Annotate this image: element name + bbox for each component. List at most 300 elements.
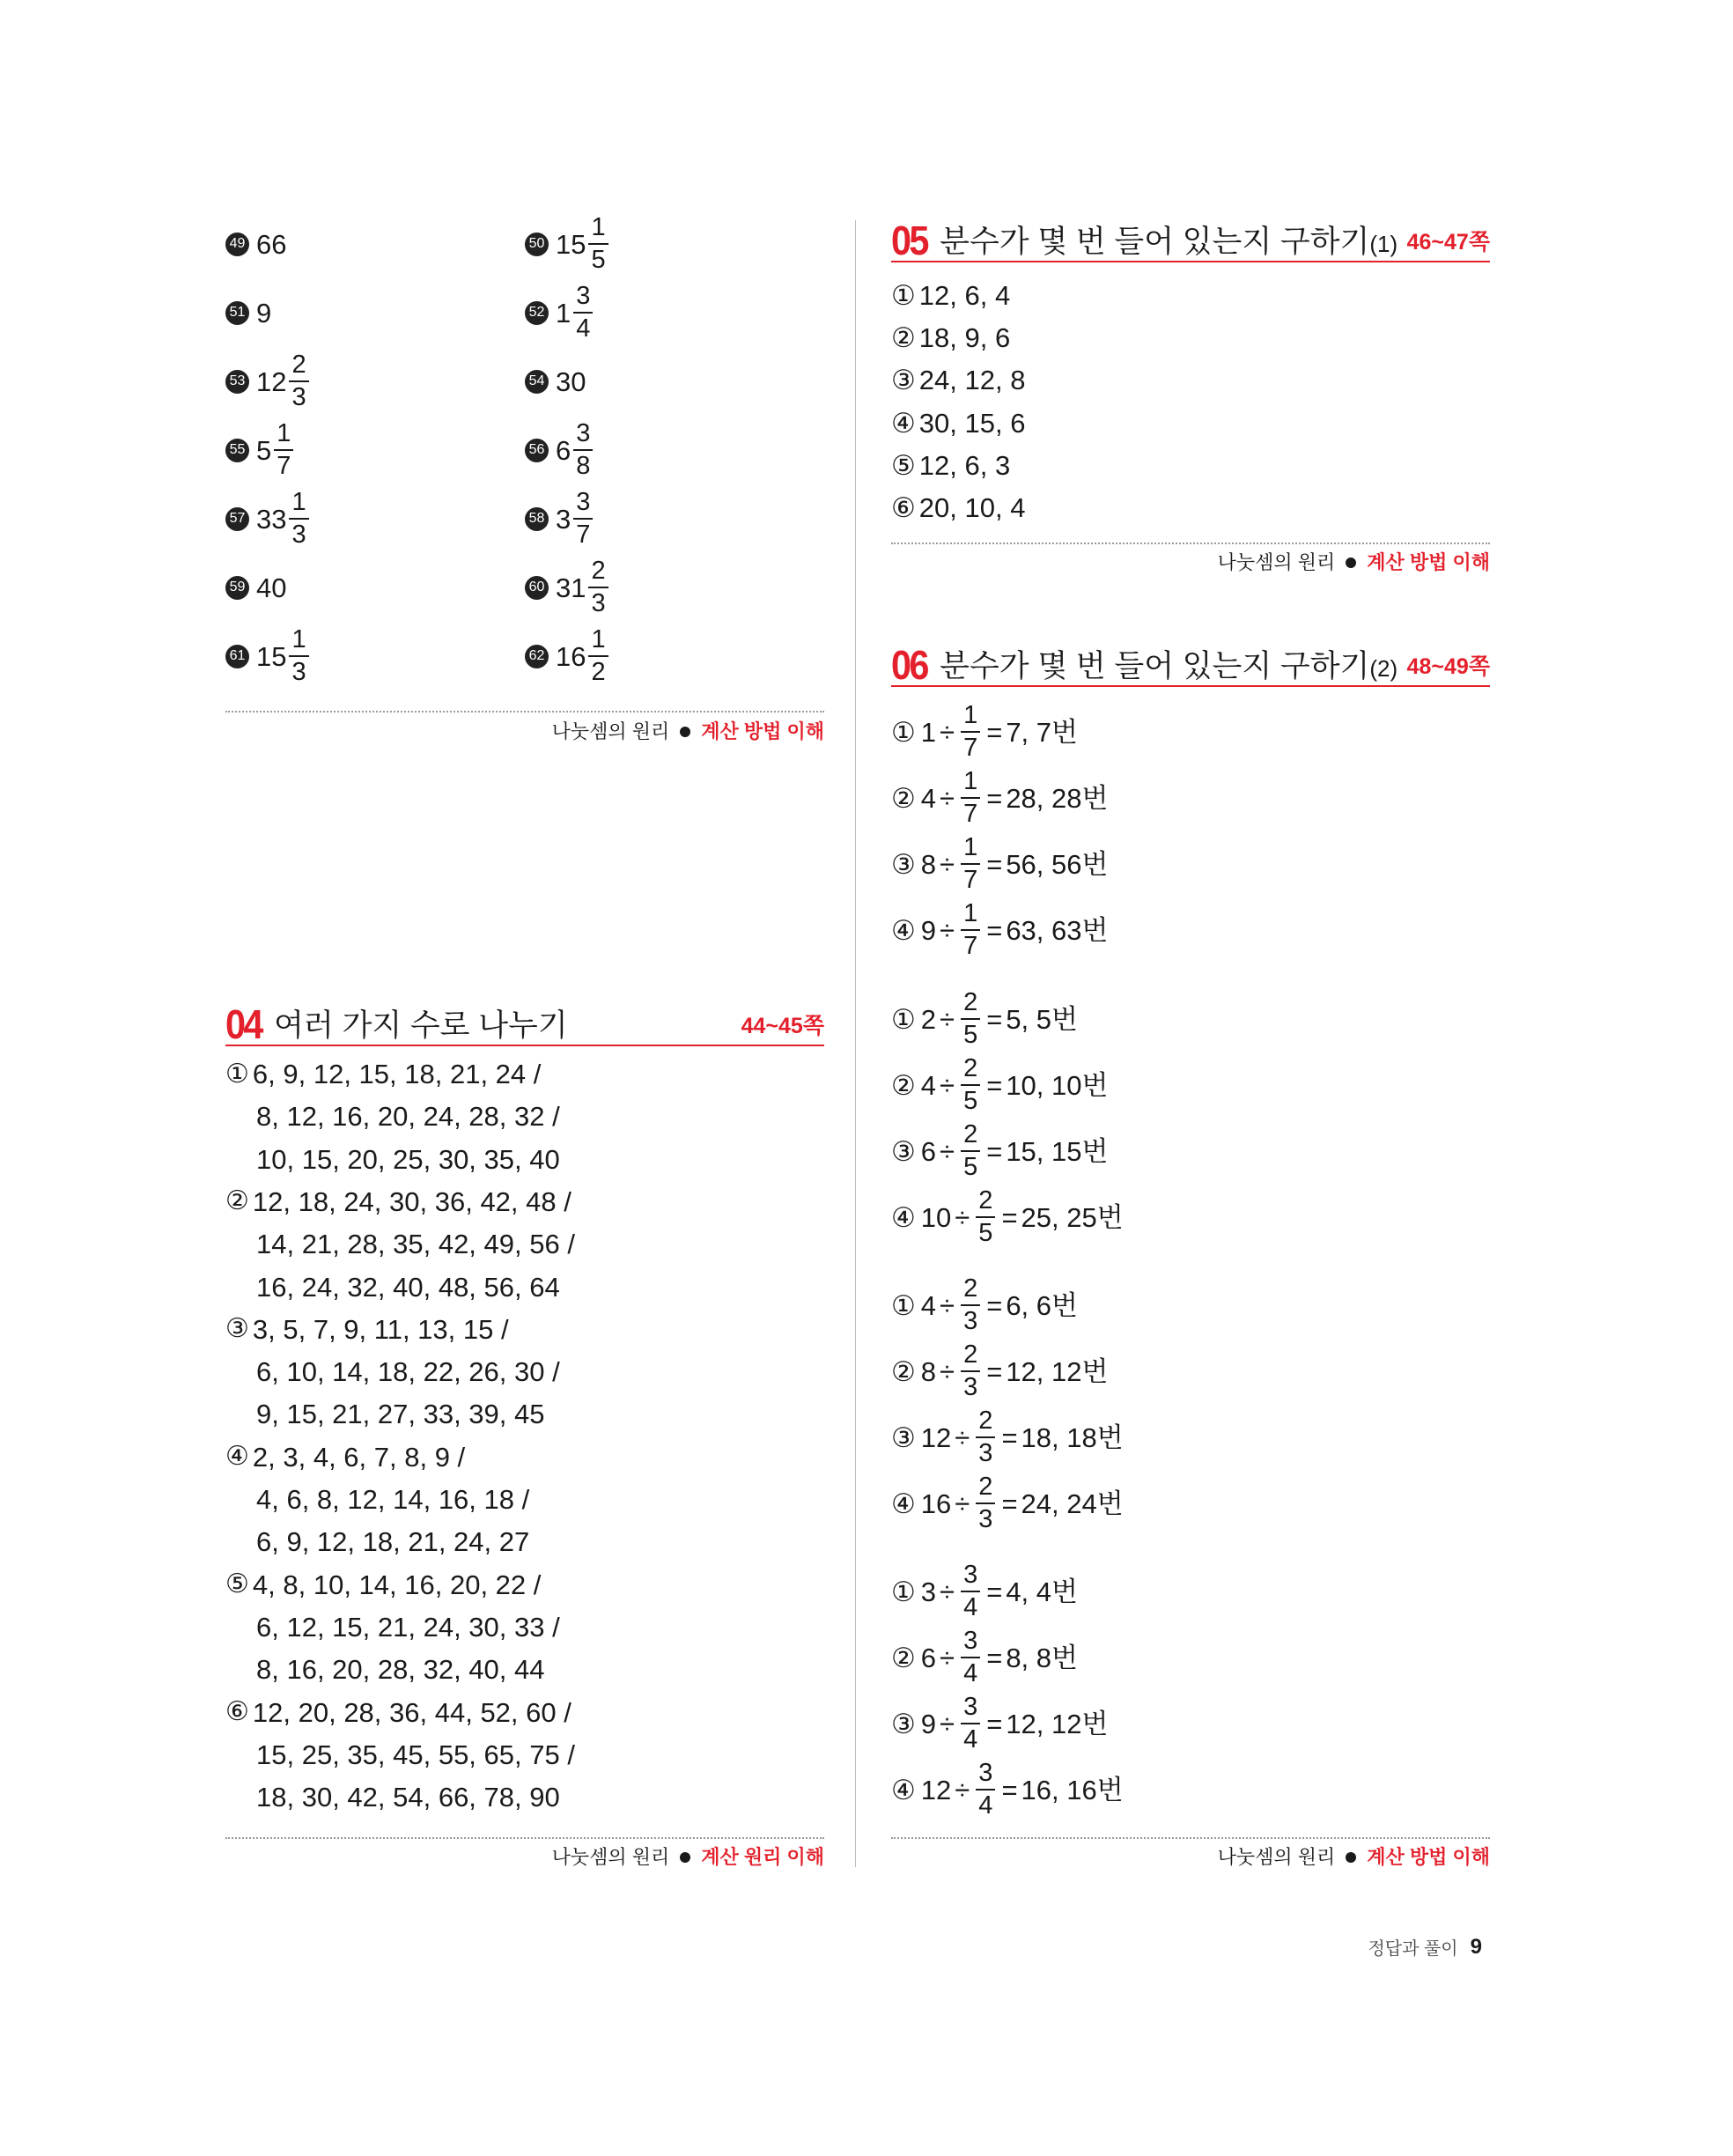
equals-sign: = bbox=[1001, 1201, 1018, 1233]
fraction bbox=[961, 1342, 980, 1400]
numerator: 3 bbox=[978, 1759, 993, 1787]
answer-item bbox=[525, 365, 586, 397]
division-answer bbox=[891, 1561, 1078, 1621]
answer-continuation bbox=[256, 1486, 529, 1513]
answer-text: 14, 21, 28, 35, 42, 49, 56 / bbox=[256, 1229, 575, 1260]
item-number-badge: ① bbox=[891, 1289, 916, 1321]
division-sign: ÷ bbox=[955, 1421, 970, 1453]
answer-whole: 12 bbox=[256, 365, 287, 397]
answer-item bbox=[225, 228, 287, 260]
dividend: 10 bbox=[920, 1201, 952, 1233]
item-number-badge: ③ bbox=[891, 365, 916, 396]
equals-sign: = bbox=[986, 848, 1003, 880]
answer-item bbox=[525, 213, 611, 274]
division-sign: ÷ bbox=[940, 1642, 955, 1673]
answer-item bbox=[525, 282, 595, 343]
answer-continuation bbox=[256, 1783, 560, 1811]
fraction bbox=[289, 490, 308, 548]
item-number-badge: ⑤ bbox=[225, 1569, 249, 1599]
answer-text: 12, 6, 3 bbox=[918, 449, 1011, 481]
result-text: 25, 25번 bbox=[1021, 1201, 1124, 1233]
numerator: 3 bbox=[963, 1627, 978, 1655]
division-answer bbox=[891, 1759, 1124, 1820]
numerator: 3 bbox=[963, 1561, 978, 1589]
answer-text: 6, 12, 15, 21, 24, 30, 33 / bbox=[256, 1611, 560, 1643]
item-number-badge: 55 bbox=[225, 439, 249, 462]
numerator: 1 bbox=[963, 833, 978, 861]
fraction bbox=[961, 835, 980, 893]
answer-text: 6, 10, 14, 18, 22, 26, 30 / bbox=[256, 1356, 560, 1388]
dividend: 2 bbox=[920, 1003, 937, 1035]
denominator: 7 bbox=[961, 863, 980, 893]
division-answer bbox=[891, 1627, 1078, 1687]
page-number: 9 bbox=[1470, 1934, 1482, 1959]
denominator: 5 bbox=[588, 243, 608, 273]
fraction bbox=[961, 1122, 980, 1180]
division-answer bbox=[891, 701, 1078, 762]
dividend: 1 bbox=[920, 716, 937, 748]
fraction bbox=[573, 421, 593, 479]
division-answer bbox=[891, 1473, 1124, 1533]
division-answer bbox=[891, 1054, 1109, 1115]
answer-continuation bbox=[256, 1143, 560, 1175]
fraction bbox=[961, 1562, 980, 1621]
equals-sign: = bbox=[986, 1708, 1003, 1739]
answer-item bbox=[891, 282, 1010, 309]
section-number: 05 bbox=[891, 218, 927, 263]
fraction bbox=[289, 352, 308, 410]
numerator: 1 bbox=[963, 899, 978, 927]
fraction bbox=[588, 215, 608, 273]
answer-whole: 15 bbox=[256, 640, 287, 672]
division-answer bbox=[891, 1407, 1124, 1467]
numerator: 1 bbox=[963, 767, 978, 795]
fraction bbox=[588, 627, 608, 685]
answer-continuation bbox=[256, 1101, 560, 1133]
answer-text: 10, 15, 20, 25, 30, 35, 40 bbox=[256, 1143, 560, 1175]
item-number-badge: 56 bbox=[525, 439, 549, 462]
answer-text: 12, 20, 28, 36, 44, 52, 60 / bbox=[252, 1696, 572, 1728]
bullet-icon bbox=[1346, 557, 1356, 568]
answer-whole: 16 bbox=[556, 640, 586, 672]
division-answer bbox=[891, 1340, 1109, 1401]
answer-item bbox=[891, 322, 1011, 354]
result-text: 28, 28번 bbox=[1006, 782, 1109, 814]
fraction bbox=[961, 1276, 980, 1334]
equals-sign: = bbox=[986, 782, 1003, 814]
numerator: 1 bbox=[591, 213, 606, 241]
item-number-badge: ③ bbox=[891, 848, 916, 880]
numerator: 3 bbox=[576, 282, 591, 310]
division-answer bbox=[891, 1120, 1109, 1181]
answer-item bbox=[891, 407, 1026, 439]
answer-whole: 6 bbox=[556, 434, 572, 466]
answer-continuation bbox=[256, 1271, 560, 1303]
answer-whole: 9 bbox=[256, 297, 272, 329]
denominator: 5 bbox=[976, 1216, 995, 1246]
tag-skill: 계산 방법 이해 bbox=[701, 720, 824, 742]
divider-top-left bbox=[225, 711, 824, 713]
denominator: 2 bbox=[588, 655, 608, 685]
division-sign: ÷ bbox=[940, 1708, 955, 1739]
numerator: 3 bbox=[576, 488, 591, 516]
equals-sign: = bbox=[1001, 1774, 1018, 1805]
answer-text: 18, 30, 42, 54, 66, 78, 90 bbox=[256, 1782, 560, 1813]
division-sign: ÷ bbox=[940, 1289, 955, 1321]
item-number-badge: 58 bbox=[525, 507, 549, 531]
division-sign: ÷ bbox=[940, 914, 955, 946]
section-title-text: 분수가 몇 번 들어 있는지 구하기 bbox=[940, 649, 1370, 683]
dividend: 8 bbox=[920, 848, 937, 880]
equals-sign: = bbox=[1001, 1421, 1018, 1453]
answer-whole: 3 bbox=[556, 503, 572, 535]
fraction bbox=[961, 990, 980, 1048]
fraction bbox=[961, 1695, 980, 1753]
answer-continuation bbox=[256, 1230, 575, 1258]
dividend: 4 bbox=[920, 1289, 937, 1321]
division-answer bbox=[891, 1186, 1124, 1247]
answer-text: 12, 18, 24, 30, 36, 42, 48 / bbox=[252, 1185, 572, 1217]
answer-whole: 66 bbox=[256, 228, 287, 260]
item-number-badge: ③ bbox=[891, 1708, 916, 1739]
answer-item bbox=[225, 1696, 572, 1728]
result-text: 24, 24번 bbox=[1021, 1488, 1124, 1519]
section-pages: 48~49쪽 bbox=[1406, 654, 1490, 679]
tag-section-05 bbox=[1218, 553, 1490, 572]
item-number-badge: ③ bbox=[891, 1421, 916, 1453]
item-number-badge: 50 bbox=[525, 233, 549, 256]
fraction bbox=[961, 1056, 980, 1114]
section-title-suffix: (1) bbox=[1369, 231, 1398, 257]
division-answer bbox=[891, 988, 1078, 1049]
answer-item bbox=[225, 625, 312, 686]
division-answer bbox=[891, 899, 1109, 960]
dividend: 9 bbox=[920, 1708, 937, 1739]
equals-sign: = bbox=[986, 914, 1003, 946]
result-text: 4, 4번 bbox=[1006, 1576, 1078, 1607]
tag-category: 나눗셈의 원리 bbox=[551, 1846, 670, 1868]
answer-text: 6, 9, 12, 18, 21, 24, 27 bbox=[256, 1526, 530, 1558]
fraction bbox=[573, 284, 593, 342]
answer-item bbox=[891, 449, 1011, 481]
item-number-badge: 54 bbox=[525, 370, 549, 394]
answer-continuation bbox=[256, 1526, 530, 1558]
answer-whole: 30 bbox=[556, 365, 586, 397]
division-sign: ÷ bbox=[940, 1135, 955, 1167]
denominator: 3 bbox=[961, 1304, 980, 1334]
item-number-badge: 59 bbox=[225, 576, 249, 600]
result-text: 56, 56번 bbox=[1006, 848, 1109, 880]
item-number-badge: ① bbox=[891, 716, 916, 748]
answer-item bbox=[225, 351, 312, 411]
equals-sign: = bbox=[986, 1003, 1003, 1035]
answer-item bbox=[891, 366, 1025, 394]
numerator: 2 bbox=[963, 1120, 978, 1148]
result-text: 12, 12번 bbox=[1006, 1355, 1109, 1387]
dividend: 3 bbox=[920, 1576, 937, 1607]
fraction bbox=[976, 1474, 995, 1532]
item-number-badge: ① bbox=[225, 1059, 249, 1089]
denominator: 4 bbox=[976, 1789, 995, 1819]
division-sign: ÷ bbox=[940, 782, 955, 814]
numerator: 1 bbox=[291, 625, 306, 653]
answer-item bbox=[225, 1313, 509, 1345]
answer-text: 30, 15, 6 bbox=[918, 407, 1026, 439]
answer-item bbox=[225, 419, 296, 480]
division-answer bbox=[891, 1274, 1078, 1335]
item-number-badge: 57 bbox=[225, 507, 249, 531]
tag-top-left bbox=[552, 722, 824, 742]
fraction bbox=[573, 490, 593, 548]
result-text: 5, 5번 bbox=[1006, 1003, 1078, 1035]
section-number: 04 bbox=[225, 1001, 262, 1047]
answer-text: 20, 10, 4 bbox=[918, 492, 1026, 523]
denominator: 4 bbox=[961, 1723, 980, 1753]
numerator: 2 bbox=[978, 1473, 993, 1501]
item-number-badge: ⑥ bbox=[225, 1697, 249, 1726]
answer-continuation bbox=[256, 1400, 544, 1428]
result-text: 63, 63번 bbox=[1006, 914, 1109, 946]
answer-whole: 33 bbox=[256, 503, 287, 535]
section-title-text: 분수가 몇 번 들어 있는지 구하기 bbox=[940, 225, 1370, 259]
denominator: 7 bbox=[961, 797, 980, 827]
answer-whole: 40 bbox=[256, 572, 287, 603]
item-number-badge: ① bbox=[891, 1003, 916, 1035]
answer-whole: 31 bbox=[556, 572, 586, 603]
answer-item bbox=[225, 1060, 541, 1088]
numerator: 2 bbox=[963, 988, 978, 1016]
answer-item bbox=[525, 419, 595, 480]
section-pages: 46~47쪽 bbox=[1406, 230, 1490, 255]
denominator: 4 bbox=[961, 1657, 980, 1687]
result-text: 10, 10번 bbox=[1006, 1069, 1109, 1101]
column-divider bbox=[855, 220, 856, 1867]
tag-category: 나눗셈의 원리 bbox=[1217, 551, 1336, 573]
fraction bbox=[289, 627, 308, 685]
dividend: 12 bbox=[920, 1421, 952, 1453]
bullet-icon bbox=[680, 1852, 690, 1863]
answer-text: 6, 9, 12, 15, 18, 21, 24 / bbox=[252, 1059, 542, 1089]
fraction bbox=[588, 558, 608, 617]
result-text: 6, 6번 bbox=[1006, 1289, 1078, 1321]
section-pages: 44~45쪽 bbox=[741, 1014, 824, 1038]
item-number-badge: 53 bbox=[225, 370, 249, 394]
item-number-badge: 61 bbox=[225, 645, 249, 668]
equals-sign: = bbox=[986, 1642, 1003, 1673]
division-sign: ÷ bbox=[955, 1201, 970, 1233]
answer-text: 18, 9, 6 bbox=[918, 322, 1011, 354]
tag-category: 나눗셈의 원리 bbox=[551, 720, 670, 742]
item-number-badge: ① bbox=[891, 1576, 916, 1607]
numerator: 2 bbox=[963, 1054, 978, 1082]
item-number-badge: ② bbox=[891, 1355, 916, 1387]
fraction bbox=[961, 769, 980, 827]
item-number-badge: ② bbox=[891, 782, 916, 814]
denominator: 5 bbox=[961, 1150, 980, 1180]
item-number-badge: ④ bbox=[891, 407, 916, 439]
equals-sign: = bbox=[986, 1576, 1003, 1607]
equals-sign: = bbox=[986, 1069, 1003, 1101]
denominator: 3 bbox=[588, 587, 608, 617]
tag-skill: 계산 원리 이해 bbox=[701, 1846, 824, 1868]
tag-section-06 bbox=[1218, 1848, 1490, 1867]
equals-sign: = bbox=[986, 1355, 1003, 1387]
item-number-badge: ④ bbox=[891, 1488, 916, 1519]
item-number-badge: ② bbox=[225, 1186, 249, 1216]
item-number-badge: ① bbox=[891, 280, 916, 311]
equals-sign: = bbox=[1001, 1488, 1018, 1519]
denominator: 3 bbox=[976, 1436, 995, 1466]
equals-sign: = bbox=[986, 1289, 1003, 1321]
denominator: 7 bbox=[961, 731, 980, 761]
answer-item bbox=[225, 488, 312, 549]
section-title: 여러 가지 수로 나누기 bbox=[274, 1008, 568, 1043]
item-number-badge: 60 bbox=[525, 576, 549, 600]
page-footer bbox=[1368, 1934, 1482, 1960]
divider-section-05 bbox=[891, 543, 1490, 544]
dividend: 4 bbox=[920, 782, 937, 814]
denominator: 3 bbox=[289, 380, 308, 410]
numerator: 1 bbox=[291, 488, 306, 516]
equals-sign: = bbox=[986, 1135, 1003, 1167]
answer-item bbox=[525, 557, 611, 617]
result-text: 12, 12번 bbox=[1006, 1708, 1109, 1739]
section-title-suffix: (2) bbox=[1369, 655, 1398, 682]
section-title bbox=[940, 651, 1397, 685]
item-number-badge: 49 bbox=[225, 233, 249, 256]
dividend: 6 bbox=[920, 1642, 937, 1673]
answer-continuation bbox=[256, 1613, 560, 1641]
division-sign: ÷ bbox=[940, 1003, 955, 1035]
item-number-badge: ③ bbox=[891, 1135, 916, 1167]
divider-section-06 bbox=[891, 1837, 1490, 1839]
division-answer bbox=[891, 1693, 1109, 1754]
dividend: 9 bbox=[920, 914, 937, 946]
answer-text: 8, 12, 16, 20, 24, 28, 32 / bbox=[256, 1101, 560, 1133]
numerator: 3 bbox=[963, 1693, 978, 1721]
section-title bbox=[940, 226, 1397, 261]
footer-label: 정답과 풀이 bbox=[1368, 1939, 1458, 1959]
divider-section-04 bbox=[225, 1837, 824, 1839]
answer-item bbox=[225, 297, 272, 329]
section-06-header bbox=[891, 642, 1490, 688]
dividend: 4 bbox=[920, 1069, 937, 1101]
dividend: 16 bbox=[920, 1488, 952, 1519]
numerator: 1 bbox=[591, 625, 606, 653]
tag-skill: 계산 방법 이해 bbox=[1367, 551, 1490, 573]
denominator: 8 bbox=[573, 449, 593, 479]
denominator: 3 bbox=[961, 1370, 980, 1400]
answer-text: 2, 3, 4, 6, 7, 8, 9 / bbox=[252, 1441, 466, 1473]
answer-text: 4, 6, 8, 12, 14, 16, 18 / bbox=[256, 1484, 530, 1515]
result-text: 15, 15번 bbox=[1006, 1135, 1109, 1167]
item-number-badge: ② bbox=[891, 1069, 916, 1101]
division-sign: ÷ bbox=[955, 1488, 970, 1519]
answer-item bbox=[891, 494, 1025, 521]
answer-item bbox=[525, 488, 595, 549]
result-text: 16, 16번 bbox=[1021, 1774, 1124, 1805]
item-number-badge: ⑤ bbox=[891, 449, 916, 481]
answer-whole: 15 bbox=[556, 228, 586, 260]
item-number-badge: ④ bbox=[891, 1774, 916, 1805]
fraction bbox=[961, 703, 980, 761]
answer-continuation bbox=[256, 1356, 560, 1388]
tag-section-04 bbox=[552, 1848, 824, 1867]
answer-whole: 5 bbox=[256, 434, 272, 466]
division-sign: ÷ bbox=[940, 716, 955, 748]
fraction bbox=[976, 1408, 995, 1466]
fraction bbox=[961, 1628, 980, 1687]
denominator: 7 bbox=[961, 929, 980, 959]
bullet-icon bbox=[680, 727, 690, 737]
answer-text: 15, 25, 35, 45, 55, 65, 75 / bbox=[256, 1739, 575, 1770]
denominator: 3 bbox=[289, 655, 308, 685]
division-sign: ÷ bbox=[940, 1355, 955, 1387]
numerator: 2 bbox=[978, 1407, 993, 1435]
answer-whole: 1 bbox=[556, 297, 572, 329]
answer-item bbox=[225, 1443, 465, 1471]
numerator: 2 bbox=[291, 351, 306, 379]
division-sign: ÷ bbox=[940, 1069, 955, 1101]
answer-text: 16, 24, 32, 40, 48, 56, 64 bbox=[256, 1271, 560, 1303]
item-number-badge: ② bbox=[891, 322, 916, 354]
result-text: 18, 18번 bbox=[1021, 1421, 1124, 1453]
tag-category: 나눗셈의 원리 bbox=[1217, 1846, 1336, 1868]
numerator: 3 bbox=[576, 419, 591, 447]
dividend: 8 bbox=[920, 1355, 937, 1387]
result-text: 7, 7번 bbox=[1006, 716, 1078, 748]
result-text: 8, 8번 bbox=[1006, 1642, 1078, 1673]
section-number: 06 bbox=[891, 642, 927, 688]
item-number-badge: 51 bbox=[225, 301, 249, 325]
numerator: 2 bbox=[591, 557, 606, 585]
answer-text: 4, 8, 10, 14, 16, 20, 22 / bbox=[252, 1569, 542, 1600]
answer-text: 3, 5, 7, 9, 11, 13, 15 / bbox=[252, 1313, 509, 1345]
fraction bbox=[961, 901, 980, 959]
denominator: 5 bbox=[961, 1084, 980, 1114]
item-number-badge: ③ bbox=[225, 1314, 249, 1344]
bullet-icon bbox=[1346, 1852, 1356, 1863]
item-number-badge: ④ bbox=[891, 1201, 916, 1233]
equals-sign: = bbox=[986, 716, 1003, 748]
item-number-badge: ⑥ bbox=[891, 492, 916, 523]
answer-text: 24, 12, 8 bbox=[918, 365, 1026, 396]
answer-item bbox=[225, 1185, 572, 1217]
division-sign: ÷ bbox=[955, 1774, 970, 1805]
denominator: 5 bbox=[961, 1018, 980, 1048]
item-number-badge: ④ bbox=[225, 1442, 249, 1472]
denominator: 7 bbox=[573, 518, 593, 548]
fraction bbox=[274, 421, 293, 479]
answer-text: 12, 6, 4 bbox=[918, 280, 1011, 311]
numerator: 2 bbox=[963, 1274, 978, 1303]
denominator: 7 bbox=[274, 449, 293, 479]
division-sign: ÷ bbox=[940, 848, 955, 880]
section-05-header bbox=[891, 220, 1490, 262]
answer-item bbox=[225, 1571, 541, 1599]
item-number-badge: ② bbox=[891, 1642, 916, 1673]
answer-continuation bbox=[256, 1654, 545, 1686]
denominator: 3 bbox=[289, 518, 308, 548]
dividend: 6 bbox=[920, 1135, 937, 1167]
item-number-badge: 52 bbox=[525, 301, 549, 325]
answer-text: 8, 16, 20, 28, 32, 40, 44 bbox=[256, 1654, 545, 1686]
dividend: 12 bbox=[920, 1774, 952, 1805]
item-number-badge: 62 bbox=[525, 645, 549, 668]
denominator: 3 bbox=[976, 1503, 995, 1532]
section-04-header bbox=[225, 1001, 824, 1047]
numerator: 2 bbox=[978, 1186, 993, 1215]
